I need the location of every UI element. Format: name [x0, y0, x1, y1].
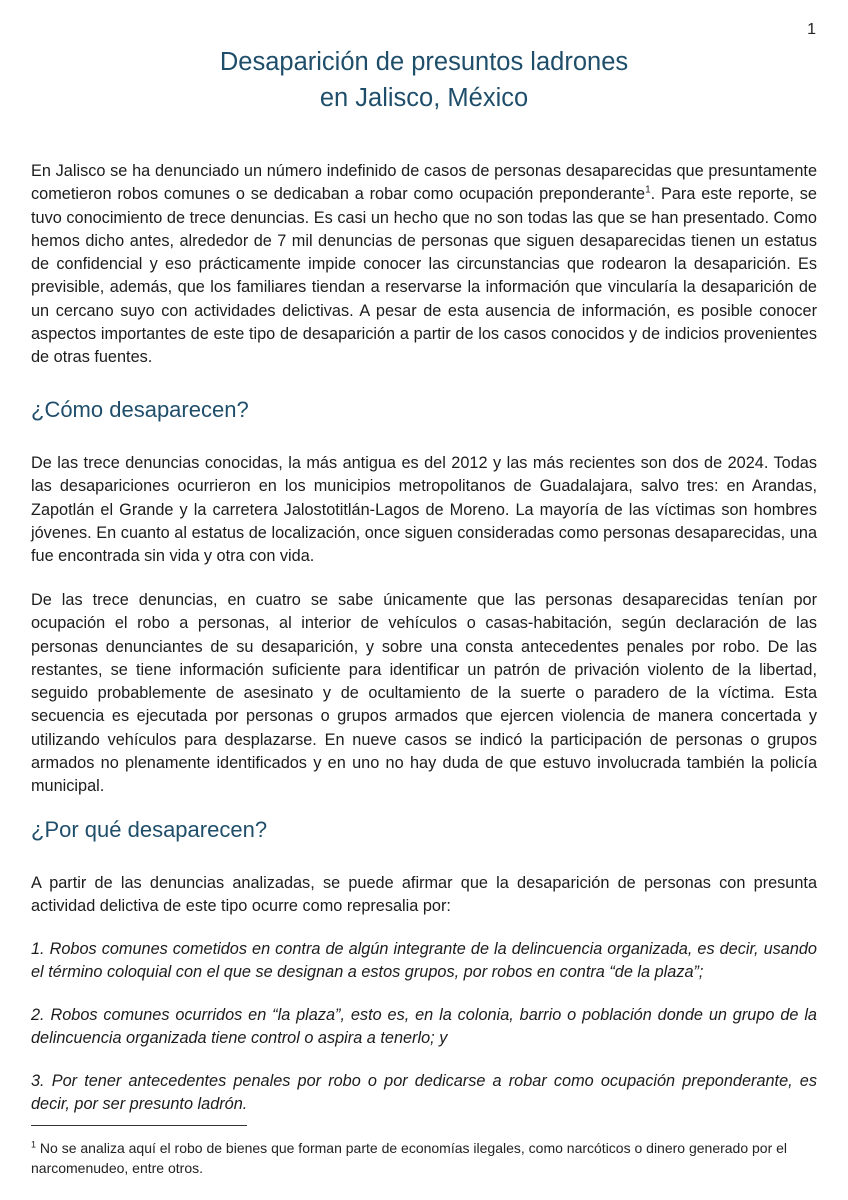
reason-item-3: 3. Por tener antecedentes penales por robo o por dedicarse a robar como ocupación preponderante, es decir, por ser presunto ladrón. — [31, 1072, 817, 1114]
intro-text-continued: . Para este reporte, se tuvo conocimiento de trece denuncias. Es casi un hecho que no son todas las que se han presentado. Como hemos dicho antes, alrededor de 7 mil denuncias de personas que siguen desaparecidas tienen un estatus de confidencial y eso prácticamente impide conocer las circunstancias que rodearon la desaparición. Es previsible, además, que los familiares tiendan a reservarse la información que vincularía la desaparición de un cercano suyo con actividades delictivas. A pesar de esta ausencia de información, es posible conocer aspectos importantes de este tipo de desaparición a partir de los casos conocidos y de indicios provenientes de otras fuentes. — [31, 185, 817, 367]
intro-text: En Jalisco se ha denunciado un número indefinido de casos de personas desaparecidas que presuntamente cometieron robos comunes o se dedicaban a robar como ocupación preponderante — [31, 162, 817, 204]
intro-paragraph — [31, 160, 817, 370]
como-paragraph-2-text: De las trece denuncias, en cuatro se sabe únicamente que las personas desaparecidas tenían por ocupación el robo a personas, al interior de vehículos o casas-habitación, según declaración de las personas denunciantes de su desaparición, y sobre una consta antecedentes penales por robo. De las restantes, se tiene información suficiente para identificar un patrón de privación violento de la libertad, seguido probablemente de asesinato y de ocultamiento de la suerte o paradero de la víctima. Esta secuencia es ejecutada por personas o grupos armados que ejercen violencia de manera concertada y utilizando vehículos para desplazarse. En nueve casos se indicó la participación de personas o grupos armados no plenamente identificados y en uno no hay duda de que estuvo involucrada también la policía municipal. — [31, 591, 817, 796]
footnote-divider — [31, 1125, 247, 1126]
reason-item-1: 1. Robos comunes cometidos en contra de algún integrante de la delincuencia organizada, es decir, usando el término coloquial con el que se designan a estos grupos, por robos en contra “de la plaza”; — [31, 940, 817, 982]
como-paragraph-2 — [31, 589, 817, 799]
footnote-reference[interactable]: 1 — [645, 184, 651, 196]
heading-como-desaparecen: ¿Cómo desaparecen? — [31, 397, 249, 422]
footnote-text: No se analiza aquí el robo de bienes que forman parte de economías ilegales, como narcóticos o dinero generado por el narcomenudeo, entre otros. — [31, 1140, 788, 1176]
page-number: 1 — [807, 21, 816, 38]
list-item — [31, 1004, 817, 1051]
como-paragraph-1 — [31, 452, 817, 568]
footnote-marker: 1 — [31, 1139, 37, 1150]
page-title — [0, 44, 848, 116]
heading-por-que-desaparecen: ¿Por qué desaparecen? — [31, 817, 268, 842]
footnote — [31, 1138, 817, 1178]
title-line-1: Desaparición de presuntos ladrones — [219, 48, 629, 76]
porque-intro — [31, 872, 817, 919]
title-line-2: en Jalisco, México — [319, 84, 529, 112]
como-paragraph-1-text: De las trece denuncias conocidas, la más antigua es del 2012 y las más recientes son dos de 2024. Todas las desapariciones ocurrieron en los municipios metropolitanos de Guadalajara, salvo tres: en Arandas, Zapotlán el Grande y la carretera Jalostotitlán-Lagos de Moreno. La mayoría de las víctimas son hombres jóvenes. En cuanto al estatus de localización, once siguen consideradas como personas desaparecidas, una fue encontrada sin vida y otra con vida. — [31, 454, 817, 566]
list-item — [31, 1070, 817, 1117]
list-item — [31, 938, 817, 985]
porque-intro-text: A partir de las denuncias analizadas, se puede afirmar que la desaparición de personas con presunta actividad delictiva de este tipo ocurre como represalia por: — [31, 874, 817, 916]
reason-item-2: 2. Robos comunes ocurridos en “la plaza”, esto es, en la colonia, barrio o población donde un grupo de la delincuencia organizada tiene control o aspira a tenerlo; y — [31, 1006, 817, 1048]
